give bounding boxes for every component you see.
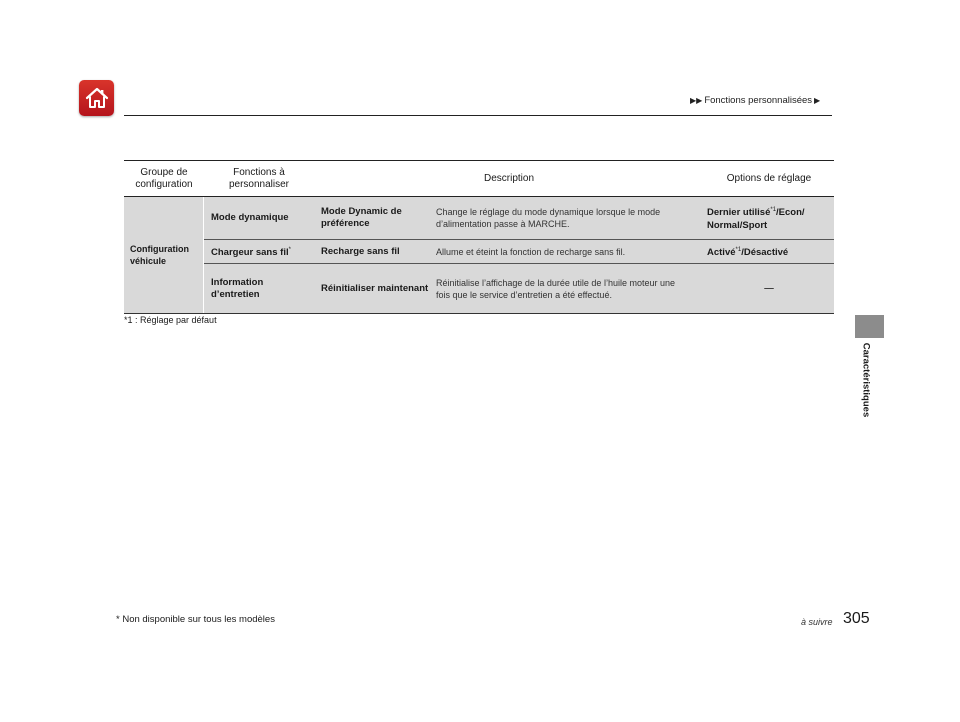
- setting-cell: Réinitialiser maintenant: [321, 282, 429, 294]
- header-function: Fonctions à personnaliser: [228, 166, 290, 190]
- header-description: Description: [483, 172, 535, 184]
- setting-cell: Recharge sans fil: [321, 245, 400, 257]
- page-number: 305: [843, 610, 870, 627]
- chapter-tab[interactable]: [855, 315, 884, 338]
- table-row: [204, 197, 834, 239]
- header-group: Groupe de configuration: [135, 166, 193, 190]
- function-cell: Information d’entretien: [211, 276, 264, 300]
- breadcrumb-label: Fonctions personnalisées: [704, 95, 813, 106]
- header-divider: [124, 115, 832, 116]
- table-header: [124, 160, 834, 197]
- description-cell: Réinitialise l’affichage de la durée utile de l’huile moteur une fois que le service d’entretien a été effectué.: [436, 277, 675, 300]
- table-row: [204, 239, 834, 263]
- group-cell: Configuration véhicule: [124, 197, 204, 313]
- chapter-label: Caractéristiques: [860, 342, 872, 418]
- continued-label: à suivre: [801, 617, 833, 627]
- breadcrumb-arrow-icon: ▶▶: [690, 96, 703, 105]
- description-cell: Allume et éteint la fonction de recharge sans fil.: [436, 246, 626, 257]
- table-row: [204, 263, 834, 313]
- house-icon: [84, 85, 110, 111]
- setting-cell: Mode Dynamic de préférence: [321, 206, 402, 229]
- function-cell: Chargeur sans fil*: [211, 246, 291, 259]
- breadcrumb[interactable]: [690, 95, 820, 106]
- availability-note: * Non disponible sur tous les modèles: [116, 614, 275, 625]
- home-button[interactable]: [79, 80, 114, 116]
- options-cell: —: [764, 282, 774, 294]
- settings-table: [124, 160, 834, 314]
- options-cell: Dernier utilisé$^{*1}$/Econ/ Normal/Sport: [707, 207, 805, 231]
- options-cell: Activé$^{*1}$/Désactivé: [707, 246, 789, 259]
- description-cell: Change le réglage du mode dynamique lorsque le mode d’alimentation passe à MARCHE.: [436, 207, 661, 229]
- footnote: *1 : Réglage par défaut: [124, 315, 217, 325]
- rows-container: [204, 197, 834, 313]
- table-body: [124, 197, 834, 314]
- breadcrumb-arrow-icon: ▶: [814, 96, 821, 105]
- header-options: Options de réglage: [726, 172, 812, 184]
- function-cell: Mode dynamique: [211, 212, 289, 223]
